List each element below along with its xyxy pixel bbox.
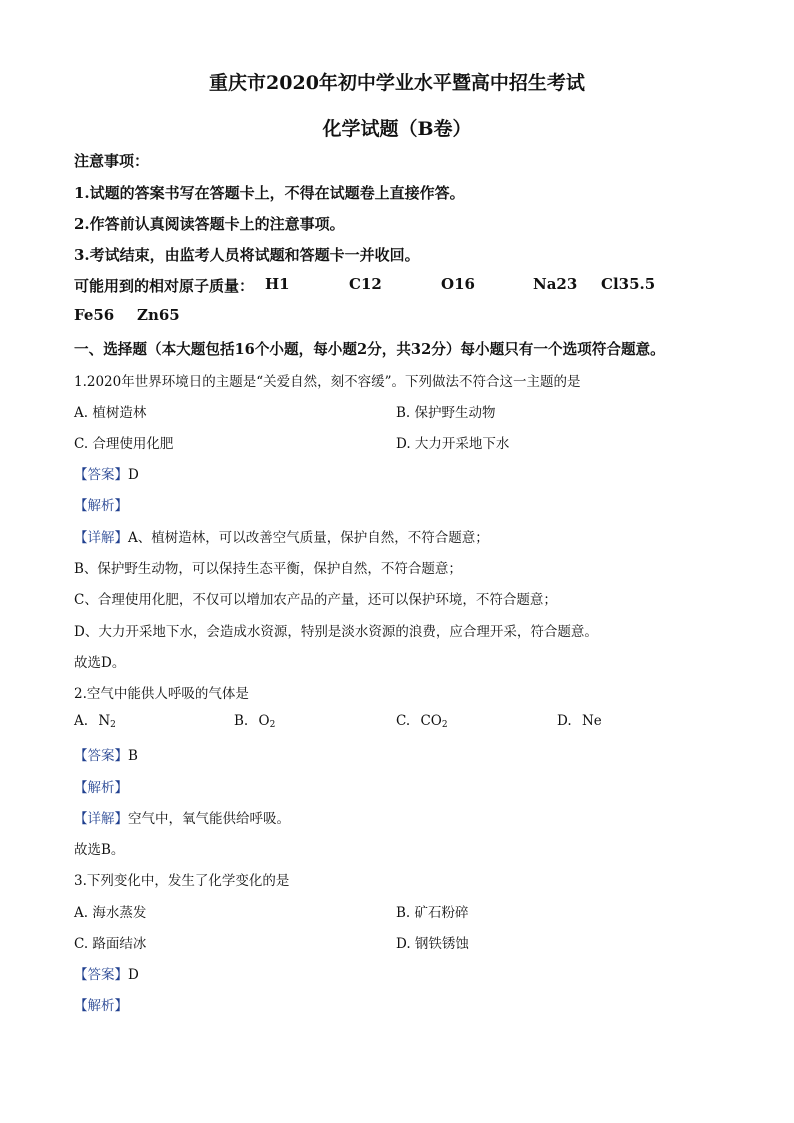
question-stem: 3.下列变化中，发生了化学变化的是 xyxy=(74,873,290,889)
option-formula: O xyxy=(258,713,270,729)
atomic-mass-entry: Zn65 xyxy=(137,306,180,324)
analysis-tag: 【解析】 xyxy=(74,780,128,796)
atomic-mass-entry: Na23 xyxy=(533,275,578,293)
option-formula: CO xyxy=(420,713,442,729)
answer-tag: 【答案】 xyxy=(74,467,128,483)
option: C. 路面结冰 xyxy=(74,936,147,952)
option: C. 合理使用化肥 xyxy=(74,436,174,452)
notes-heading: 注意事项： xyxy=(74,152,150,170)
answer-value: B xyxy=(128,748,138,764)
atomic-mass-entry: C12 xyxy=(349,275,382,293)
option xyxy=(396,713,448,730)
atomic-mass-label: 可能用到的相对原子质量： xyxy=(74,277,255,295)
question-stem: 2.空气中能供人呼吸的气体是 xyxy=(74,686,249,702)
option xyxy=(234,713,275,730)
detail-line xyxy=(74,526,489,546)
detail-tag: 【详解】 xyxy=(74,530,128,546)
detail-line: D、大力开采地下水，会造成水资源，特别是淡水资源的浪费，应合理开采，符合题意。 xyxy=(74,624,598,640)
answer-line xyxy=(74,963,139,983)
note-item: 1.试题的答案书写在答题卡上，不得在试题卷上直接作答。 xyxy=(74,184,465,202)
conclusion: 故选D。 xyxy=(74,655,126,671)
conclusion: 故选B。 xyxy=(74,842,125,858)
atomic-mass-entry: O16 xyxy=(441,275,475,293)
analysis-tag: 【解析】 xyxy=(74,498,128,514)
option-subscript: 2 xyxy=(441,720,448,730)
atomic-mass-entry: Fe56 xyxy=(74,306,115,324)
option xyxy=(557,713,602,729)
answer-line xyxy=(74,744,138,764)
atomic-mass-entry: H1 xyxy=(265,275,290,293)
option-formula: Ne xyxy=(581,713,602,729)
detail-line: C、合理使用化肥，不仅可以增加农产品的产量，还可以保护环境，不符合题意； xyxy=(74,592,557,608)
question-stem: 1.2020年世界环境日的主题是“关爱自然，刻不容缓”。下列做法不符合这一主题的是 xyxy=(74,374,581,390)
exam-subtitle: 化学试题（B卷） xyxy=(322,118,472,140)
answer-tag: 【答案】 xyxy=(74,748,128,764)
detail-line xyxy=(74,807,290,827)
option: B. 保护野生动物 xyxy=(396,405,496,421)
answer-value: D xyxy=(128,967,139,983)
detail-text: A、植树造林，可以改善空气质量，保护自然，不符合题意； xyxy=(128,530,489,546)
atomic-mass-entry: Cl35.5 xyxy=(601,275,656,293)
answer-value: D xyxy=(128,467,139,483)
option-letter: B. xyxy=(234,713,249,729)
option: A. 海水蒸发 xyxy=(74,905,147,921)
answer-tag: 【答案】 xyxy=(74,967,128,983)
section-heading: 一、选择题（本大题包括16个小题，每小题2分，共32分）每小题只有一个选项符合题意。 xyxy=(74,341,665,358)
option-letter: A. xyxy=(74,713,89,729)
detail-text: 空气中，氧气能供给呼吸。 xyxy=(128,811,290,827)
detail-tag: 【详解】 xyxy=(74,811,128,827)
exam-title: 重庆市2020年初中学业水平暨高中招生考试 xyxy=(209,72,585,94)
option: D. 大力开采地下水 xyxy=(396,436,510,452)
option-subscript: 2 xyxy=(110,720,116,730)
analysis-tag: 【解析】 xyxy=(74,998,128,1014)
detail-line: B、保护野生动物，可以保持生态平衡，保护自然，不符合题意； xyxy=(74,561,462,577)
option: D. 钢铁锈蚀 xyxy=(396,936,469,952)
option: A. 植树造林 xyxy=(74,405,147,421)
note-item: 2.作答前认真阅读答题卡上的注意事项。 xyxy=(74,215,345,233)
option: B. 矿石粉碎 xyxy=(396,905,469,921)
option-letter: C. xyxy=(396,713,411,729)
option xyxy=(74,713,116,730)
option-subscript: 2 xyxy=(269,720,276,730)
option-letter: D. xyxy=(557,713,572,729)
option-formula: N xyxy=(98,713,111,729)
note-item: 3.考试结束，由监考人员将试题和答题卡一并收回。 xyxy=(74,246,420,264)
answer-line xyxy=(74,463,139,483)
